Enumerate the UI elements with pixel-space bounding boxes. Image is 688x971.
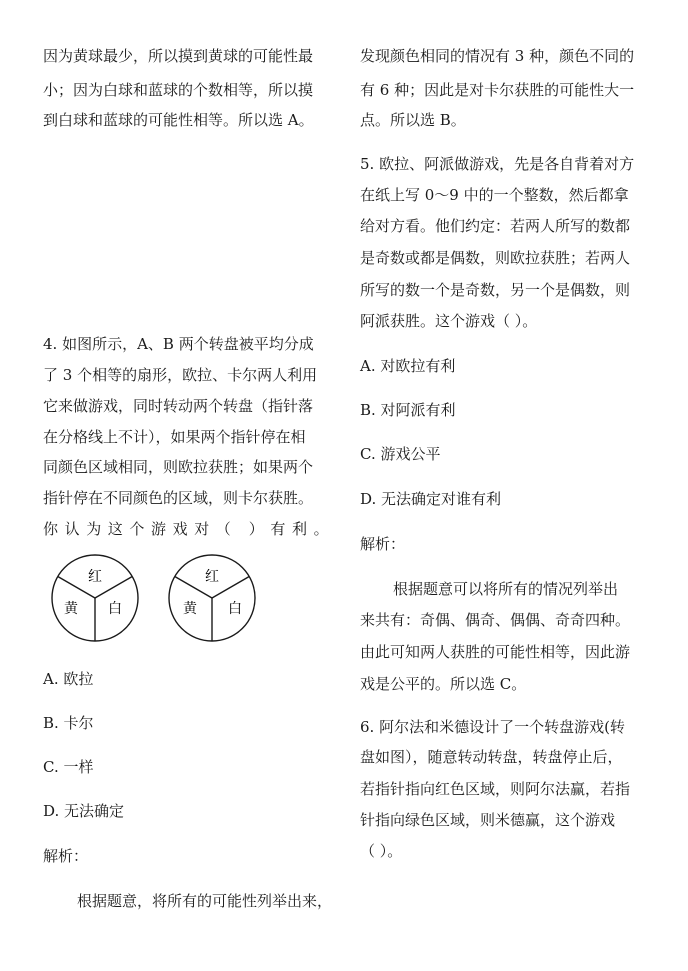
option-a: A. 欧拉 xyxy=(43,670,94,688)
text-line: 到白球和蓝球的可能性相等。所以选 A。 xyxy=(43,111,314,129)
spinner-label: 红 xyxy=(88,569,102,585)
question-stem-line: 针指向绿色区域，则米德赢，这个游戏 xyxy=(360,811,616,829)
analysis-line: 根据题意可以将所有的情况列举出 xyxy=(393,580,619,598)
analysis-line: 点。所以选 B。 xyxy=(360,111,466,129)
option-c: C. 游戏公平 xyxy=(360,445,441,463)
spinner-label: 白 xyxy=(228,601,242,617)
question-stem-line: 6. 阿尔法和米德设计了一个转盘游戏(转 xyxy=(360,718,625,736)
spinner-label: 红 xyxy=(205,569,219,585)
text-line: 小；因为白球和蓝球的个数相等，所以摸 xyxy=(43,81,314,99)
question-stem-line: 你认为这个游戏对（ ）有利。 xyxy=(43,520,336,538)
question-stem-line: 盘如图），随意转动转盘，转盘停止后， xyxy=(360,748,623,766)
option-b: B. 卡尔 xyxy=(43,714,94,732)
question-stem-line: 指针停在不同颜色的区域，则卡尔获胜。 xyxy=(43,489,314,507)
analysis-line: 由此可知两人获胜的可能性相等，因此游 xyxy=(360,643,631,661)
question-stem-line: 所写的数一个是奇数，另一个是偶数，则 xyxy=(360,281,631,299)
question-stem-line: 4. 如图所示，A、B 两个转盘被平均分成 xyxy=(43,335,314,353)
question-stem-line: 阿派获胜。这个游戏（ ）。 xyxy=(360,312,538,330)
spinner-a xyxy=(52,555,138,641)
spinner-label: 黄 xyxy=(64,601,78,617)
question-stem-line: 同颜色区域相同，则欧拉获胜；如果两个 xyxy=(43,458,314,476)
analysis-line: 有 6 种；因此是对卡尔获胜的可能性大一 xyxy=(360,81,635,99)
question-stem-line: （ ）。 xyxy=(360,842,403,860)
analysis-line: 发现颜色相同的情况有 3 种，颜色不同的 xyxy=(360,47,635,65)
question-stem-line: 5. 欧拉、阿派做游戏，先是各自背着对方 xyxy=(360,155,635,173)
spinner-label: 黄 xyxy=(183,601,197,617)
analysis-line: 来共有：奇偶、偶奇、偶偶、奇奇四种。 xyxy=(360,611,631,629)
option-b: B. 对阿派有利 xyxy=(360,401,456,419)
option-d: D. 无法确定 xyxy=(43,802,125,820)
analysis-line: 戏是公平的。所以选 C。 xyxy=(360,675,527,693)
option-c: C. 一样 xyxy=(43,758,94,776)
question-stem-line: 在分格线上不计），如果两个指针停在相 xyxy=(43,428,306,446)
analysis-label: 解析： xyxy=(360,535,406,553)
question-stem-line: 了 3 个相等的扇形，欧拉、卡尔两人利用 xyxy=(43,366,318,384)
question-stem-line: 它来做游戏，同时转动两个转盘（指针落 xyxy=(43,397,314,415)
spinner-label: 白 xyxy=(108,601,122,617)
analysis-line: 根据题意，将所有的可能性列举出来， xyxy=(77,892,333,910)
question-stem-line: 给对方看。他们约定：若两人所写的数都 xyxy=(360,217,631,235)
text-line: 因为黄球最少，所以摸到黄球的可能性最 xyxy=(43,47,314,65)
option-a: A. 对欧拉有利 xyxy=(360,357,456,375)
question-stem-line: 在纸上写 0～9 中的一个整数，然后都拿 xyxy=(360,186,629,204)
question-stem-line: 是奇数或都是偶数，则欧拉获胜；若两人 xyxy=(360,249,631,267)
question-stem-line: 若指针指向红色区域，则阿尔法赢，若指 xyxy=(360,780,631,798)
spinner-figure xyxy=(50,553,290,643)
analysis-label: 解析： xyxy=(43,847,89,865)
spinner-b xyxy=(169,555,255,641)
option-d: D. 无法确定对谁有利 xyxy=(360,490,502,508)
